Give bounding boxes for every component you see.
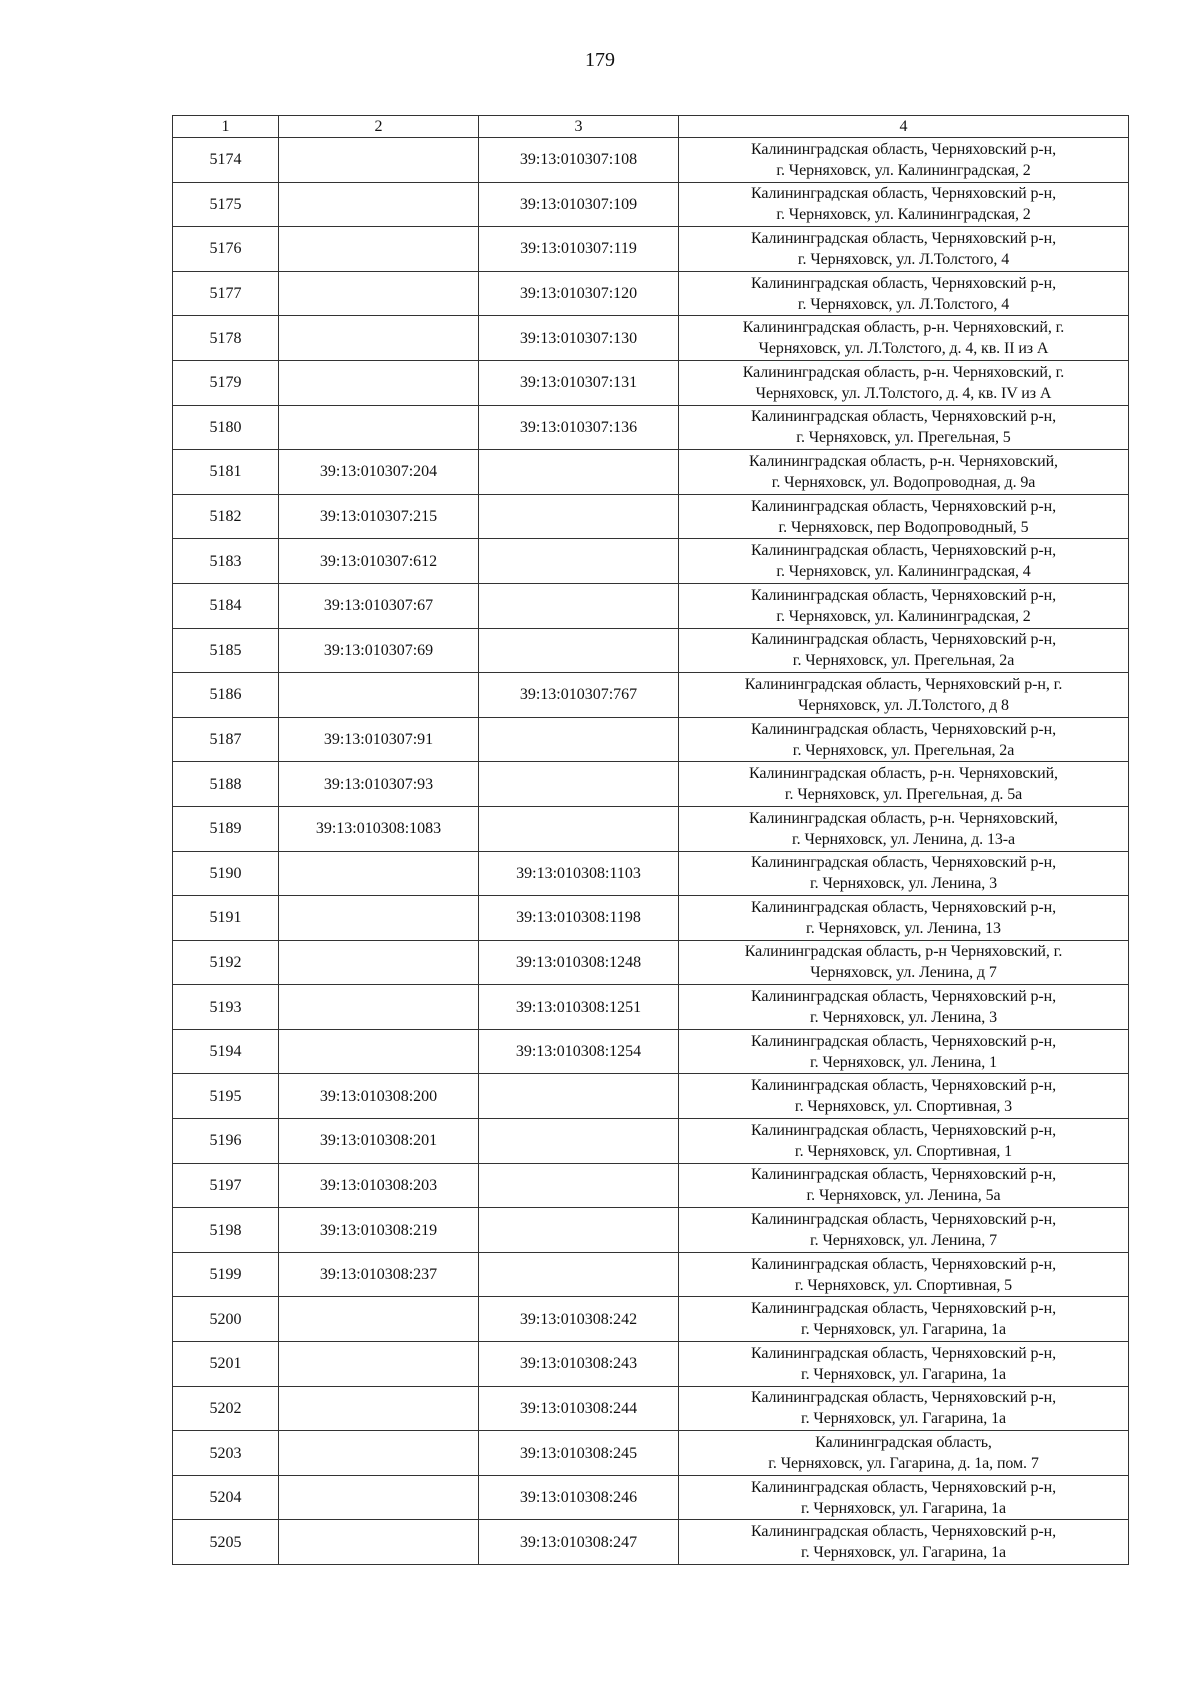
address-line-2: г. Черняховск, ул. Прегельная, 2а: [792, 652, 1015, 670]
row-number-cell: 5195: [173, 1074, 279, 1119]
row-number-cell: 5178: [173, 316, 279, 361]
cadastral-number-cell-col2: [279, 182, 479, 227]
address-line-2: г. Черняховск, ул. Прегельная, д. 5а: [784, 786, 1023, 804]
row-number-cell: 5182: [173, 494, 279, 539]
address-line-1: Калининградская область, Черняховский р-н,: [750, 1344, 1057, 1362]
table-row: [173, 806, 1129, 851]
cadastral-number-cell-col3: [479, 717, 679, 762]
address-cell: [679, 450, 1129, 495]
cadastral-number-cell-col2: [279, 1342, 479, 1387]
address-line-1: Калининградская область, Черняховский р-н,: [750, 1478, 1057, 1496]
cadastral-number-cell-col3: 39:13:010307:136: [479, 405, 679, 450]
address-line-2: г. Черняховск, ул. Л.Толстого, 4: [797, 295, 1010, 313]
address-line-2: г. Черняховск, ул. Калининградская, 2: [776, 161, 1031, 179]
address-cell: [679, 271, 1129, 316]
cadastral-number-cell-col2: [279, 940, 479, 985]
cadastral-number-cell-col2: [279, 138, 479, 183]
cadastral-number-cell-col3: [479, 806, 679, 851]
row-number-cell: 5177: [173, 271, 279, 316]
address-cell: [679, 1252, 1129, 1297]
table-row: [173, 1431, 1129, 1476]
table-row: [173, 940, 1129, 985]
cadastral-number-cell-col3: 39:13:010308:243: [479, 1342, 679, 1387]
cadastral-number-cell-col3: [479, 1208, 679, 1253]
address-line-2: г. Черняховск, ул. Водопроводная, д. 9а: [771, 473, 1036, 491]
address-cell: [679, 583, 1129, 628]
row-number-cell: 5189: [173, 806, 279, 851]
table-row: [173, 985, 1129, 1030]
cadastral-number-cell-col3: [479, 1074, 679, 1119]
address-cell: [679, 1297, 1129, 1342]
header-cell-1: 1: [173, 116, 279, 138]
row-number-cell: 5194: [173, 1029, 279, 1074]
row-number-cell: 5200: [173, 1297, 279, 1342]
address-cell: [679, 1119, 1129, 1164]
address-line-1: Калининградская область, р-н. Черняховский, г.: [742, 363, 1065, 381]
row-number-cell: 5198: [173, 1208, 279, 1253]
address-cell: [679, 227, 1129, 272]
table-row: [173, 182, 1129, 227]
address-cell: [679, 1386, 1129, 1431]
address-cell: [679, 1029, 1129, 1074]
row-number-cell: 5187: [173, 717, 279, 762]
row-number-cell: 5192: [173, 940, 279, 985]
address-line-1: Калининградская область, Черняховский р-н,: [750, 229, 1057, 247]
address-line-2: г. Черняховск, ул. Ленина, 1: [809, 1053, 998, 1071]
row-number-cell: 5202: [173, 1386, 279, 1431]
table-row: [173, 1297, 1129, 1342]
address-line-2: Черняховск, ул. Л.Толстого, д 8: [798, 696, 1009, 714]
address-line-1: Калининградская область, Черняховский р-н,: [750, 542, 1057, 560]
table-row: [173, 227, 1129, 272]
table-row: [173, 851, 1129, 896]
cadastral-number-cell-col2: 39:13:010308:1083: [279, 806, 479, 851]
row-number-cell: 5188: [173, 762, 279, 807]
row-number-cell: 5191: [173, 896, 279, 941]
page-number: 179: [585, 49, 615, 71]
cadastral-number-cell-col2: [279, 851, 479, 896]
address-line-2: г. Черняховск, ул. Ленина, 7: [809, 1232, 998, 1250]
row-number-cell: 5205: [173, 1520, 279, 1565]
address-cell: [679, 1074, 1129, 1119]
cadastral-number-cell-col2: [279, 1297, 479, 1342]
cadastral-number-cell-col2: 39:13:010308:200: [279, 1074, 479, 1119]
row-number-cell: 5204: [173, 1475, 279, 1520]
cadastral-number-cell-col2: [279, 1386, 479, 1431]
row-number-cell: 5199: [173, 1252, 279, 1297]
cadastral-number-cell-col3: [479, 762, 679, 807]
address-line-1: Калининградская область, Черняховский р-н,: [750, 1255, 1057, 1273]
table-row: [173, 1029, 1129, 1074]
address-line-2: г. Черняховск, ул. Л.Толстого, 4: [797, 250, 1010, 268]
address-line-1: Калининградская область, р-н. Черняховский, г.: [742, 319, 1065, 337]
address-line-1: Калининградская область, р-н. Черняховский,: [749, 452, 1058, 470]
address-line-1: Калининградская область, Черняховский р-н,: [750, 1300, 1057, 1318]
table-row: [173, 138, 1129, 183]
address-cell: [679, 494, 1129, 539]
table-row: [173, 1475, 1129, 1520]
address-line-1: Калининградская область, Черняховский р-н,: [750, 185, 1057, 203]
cadastral-number-cell-col2: 39:13:010307:612: [279, 539, 479, 584]
table-row: [173, 316, 1129, 361]
cadastral-number-cell-col3: 39:13:010307:130: [479, 316, 679, 361]
address-line-2: г. Черняховск, ул. Ленина, 3: [809, 1009, 998, 1027]
address-line-1: Калининградская область, Черняховский р-н, г.: [744, 675, 1063, 693]
cadastral-number-cell-col3: 39:13:010307:767: [479, 673, 679, 718]
address-cell: [679, 405, 1129, 450]
table-row: [173, 1163, 1129, 1208]
cadastral-number-cell-col2: [279, 1475, 479, 1520]
table-row: [173, 494, 1129, 539]
cadastral-number-cell-col2: 39:13:010308:201: [279, 1119, 479, 1164]
address-cell: [679, 1163, 1129, 1208]
address-line-2: г. Черняховск, ул. Гагарина, 1а: [800, 1321, 1007, 1339]
table-row: [173, 762, 1129, 807]
cadastral-number-cell-col3: 39:13:010308:245: [479, 1431, 679, 1476]
cadastral-number-cell-col2: 39:13:010308:219: [279, 1208, 479, 1253]
row-number-cell: 5201: [173, 1342, 279, 1387]
address-cell: [679, 360, 1129, 405]
registry-table: [172, 115, 1129, 1565]
address-line-2: г. Черняховск, ул. Гагарина, 1а: [800, 1410, 1007, 1428]
address-line-1: Калининградская область, Черняховский р-н,: [750, 140, 1057, 158]
table-row: [173, 1074, 1129, 1119]
address-cell: [679, 940, 1129, 985]
cadastral-number-cell-col3: [479, 450, 679, 495]
table-row: [173, 405, 1129, 450]
address-line-1: Калининградская область, Черняховский р-н,: [750, 408, 1057, 426]
address-line-1: Калининградская область, Черняховский р-н,: [750, 586, 1057, 604]
table-row: [173, 1520, 1129, 1565]
table-row: [173, 539, 1129, 584]
address-line-1: Калининградская область, Черняховский р-н,: [750, 854, 1057, 872]
cadastral-number-cell-col3: [479, 1119, 679, 1164]
row-number-cell: 5183: [173, 539, 279, 584]
address-line-2: г. Черняховск, ул. Калининградская, 4: [776, 563, 1031, 581]
table-row: [173, 673, 1129, 718]
address-cell: [679, 1431, 1129, 1476]
address-cell: [679, 316, 1129, 361]
table-row: [173, 1252, 1129, 1297]
table-row: [173, 628, 1129, 673]
table-row: [173, 1208, 1129, 1253]
address-cell: [679, 1342, 1129, 1387]
address-cell: [679, 806, 1129, 851]
cadastral-number-cell-col2: 39:13:010308:237: [279, 1252, 479, 1297]
cadastral-number-cell-col3: [479, 539, 679, 584]
cadastral-number-cell-col3: 39:13:010307:131: [479, 360, 679, 405]
address-line-1: Калининградская область, р-н. Черняховский,: [749, 809, 1058, 827]
cadastral-number-cell-col3: 39:13:010308:1103: [479, 851, 679, 896]
cadastral-number-cell-col3: 39:13:010308:244: [479, 1386, 679, 1431]
address-line-2: Черняховск, ул. Л.Толстого, д. 4, кв. II из А: [758, 340, 1049, 358]
address-cell: [679, 539, 1129, 584]
cadastral-number-cell-col3: 39:13:010307:109: [479, 182, 679, 227]
address-cell: [679, 673, 1129, 718]
cadastral-number-cell-col3: 39:13:010308:246: [479, 1475, 679, 1520]
cadastral-number-cell-col2: [279, 985, 479, 1030]
address-line-2: г. Черняховск, ул. Ленина, 13: [806, 919, 1001, 937]
address-line-2: Черняховск, ул. Л.Толстого, д. 4, кв. IV из А: [755, 384, 1052, 402]
row-number-cell: 5180: [173, 405, 279, 450]
cadastral-number-cell-col3: 39:13:010307:108: [479, 138, 679, 183]
table-row: [173, 271, 1129, 316]
table-row: [173, 360, 1129, 405]
address-line-1: Калининградская область,: [815, 1434, 992, 1452]
address-line-1: Калининградская область, Черняховский р-н,: [750, 1166, 1057, 1184]
cadastral-number-cell-col3: [479, 1163, 679, 1208]
address-line-2: г. Черняховск, ул. Прегельная, 5: [796, 429, 1011, 447]
table-row: [173, 583, 1129, 628]
cadastral-number-cell-col2: 39:13:010307:67: [279, 583, 479, 628]
cadastral-number-cell-col3: [479, 1252, 679, 1297]
table-row: [173, 896, 1129, 941]
address-cell: [679, 628, 1129, 673]
table-row: [173, 717, 1129, 762]
row-number-cell: 5197: [173, 1163, 279, 1208]
row-number-cell: 5193: [173, 985, 279, 1030]
row-number-cell: 5181: [173, 450, 279, 495]
cadastral-number-cell-col2: [279, 896, 479, 941]
cadastral-number-cell-col3: 39:13:010308:247: [479, 1520, 679, 1565]
address-line-2: г. Черняховск, ул. Спортивная, 5: [794, 1276, 1013, 1294]
row-number-cell: 5196: [173, 1119, 279, 1164]
address-line-2: г. Черняховск, ул. Гагарина, д. 1а, пом. 7: [768, 1455, 1039, 1473]
cadastral-number-cell-col2: 39:13:010307:204: [279, 450, 479, 495]
address-line-1: Калининградская область, Черняховский р-н,: [750, 1523, 1057, 1541]
address-line-2: г. Черняховск, ул. Ленина, 5а: [806, 1187, 1001, 1205]
address-cell: [679, 851, 1129, 896]
address-line-1: Калининградская область, Черняховский р-н,: [750, 1121, 1057, 1139]
table-row: [173, 1386, 1129, 1431]
table-header-row: [173, 116, 1129, 138]
table-row: [173, 450, 1129, 495]
address-cell: [679, 182, 1129, 227]
cadastral-number-cell-col3: 39:13:010308:1251: [479, 985, 679, 1030]
address-line-2: г. Черняховск, ул. Гагарина, 1а: [800, 1544, 1007, 1562]
address-line-1: Калининградская область, Черняховский р-н,: [750, 1389, 1057, 1407]
address-line-2: г. Черняховск, ул. Прегельная, 2а: [792, 741, 1015, 759]
address-line-2: г. Черняховск, ул. Гагарина, 1а: [800, 1365, 1007, 1383]
address-line-2: г. Черняховск, ул. Спортивная, 1: [794, 1142, 1013, 1160]
address-line-1: Калининградская область, Черняховский р-н,: [750, 898, 1057, 916]
row-number-cell: 5175: [173, 182, 279, 227]
address-line-1: Калининградская область, р-н Черняховский, г.: [744, 943, 1063, 961]
header-cell-4: 4: [679, 116, 1129, 138]
address-cell: [679, 896, 1129, 941]
address-line-2: г. Черняховск, ул. Ленина, 3: [809, 875, 998, 893]
row-number-cell: 5203: [173, 1431, 279, 1476]
cadastral-number-cell-col2: [279, 1029, 479, 1074]
address-cell: [679, 1475, 1129, 1520]
address-line-2: г. Черняховск, ул. Ленина, д. 13-а: [792, 830, 1015, 848]
row-number-cell: 5179: [173, 360, 279, 405]
row-number-cell: 5176: [173, 227, 279, 272]
row-number-cell: 5184: [173, 583, 279, 628]
address-line-1: Калининградская область, Черняховский р-н,: [750, 1077, 1057, 1095]
address-line-2: г. Черняховск, ул. Калининградская, 2: [776, 607, 1031, 625]
cadastral-number-cell-col3: 39:13:010307:119: [479, 227, 679, 272]
cadastral-number-cell-col2: [279, 271, 479, 316]
address-line-2: г. Черняховск, ул. Спортивная, 3: [794, 1098, 1013, 1116]
address-cell: [679, 762, 1129, 807]
row-number-cell: 5174: [173, 138, 279, 183]
row-number-cell: 5186: [173, 673, 279, 718]
address-line-1: Калининградская область, Черняховский р-н,: [750, 1211, 1057, 1229]
cadastral-number-cell-col2: 39:13:010308:203: [279, 1163, 479, 1208]
address-cell: [679, 985, 1129, 1030]
cadastral-number-cell-col3: 39:13:010308:1254: [479, 1029, 679, 1074]
address-line-1: Калининградская область, Черняховский р-н,: [750, 720, 1057, 738]
header-cell-2: 2: [279, 116, 479, 138]
cadastral-number-cell-col2: [279, 1431, 479, 1476]
row-number-cell: 5190: [173, 851, 279, 896]
address-cell: [679, 1208, 1129, 1253]
cadastral-number-cell-col2: [279, 1520, 479, 1565]
header-cell-3: 3: [479, 116, 679, 138]
address-line-1: Калининградская область, Черняховский р-н,: [750, 988, 1057, 1006]
cadastral-number-cell-col3: [479, 494, 679, 539]
address-line-2: г. Черняховск, ул. Гагарина, 1а: [800, 1499, 1007, 1517]
table-row: [173, 1119, 1129, 1164]
address-cell: [679, 1520, 1129, 1565]
address-cell: [679, 138, 1129, 183]
address-line-1: Калининградская область, Черняховский р-н,: [750, 631, 1057, 649]
cadastral-number-cell-col3: 39:13:010307:120: [479, 271, 679, 316]
address-line-1: Калининградская область, Черняховский р-н,: [750, 1032, 1057, 1050]
table-body: [173, 116, 1129, 1565]
cadastral-number-cell-col2: [279, 316, 479, 361]
cadastral-number-cell-col3: 39:13:010308:1198: [479, 896, 679, 941]
cadastral-number-cell-col3: [479, 583, 679, 628]
cadastral-number-cell-col2: [279, 227, 479, 272]
address-line-1: Калининградская область, р-н. Черняховский,: [749, 765, 1058, 783]
row-number-cell: 5185: [173, 628, 279, 673]
cadastral-number-cell-col2: [279, 405, 479, 450]
cadastral-number-cell-col2: [279, 673, 479, 718]
address-line-2: г. Черняховск, ул. Калининградская, 2: [776, 206, 1031, 224]
table-row: [173, 1342, 1129, 1387]
cadastral-number-cell-col2: 39:13:010307:91: [279, 717, 479, 762]
cadastral-number-cell-col2: 39:13:010307:215: [279, 494, 479, 539]
cadastral-number-cell-col2: 39:13:010307:69: [279, 628, 479, 673]
address-line-1: Калининградская область, Черняховский р-н,: [750, 497, 1057, 515]
cadastral-number-cell-col3: 39:13:010308:242: [479, 1297, 679, 1342]
address-line-1: Калининградская область, Черняховский р-н,: [750, 274, 1057, 292]
cadastral-number-cell-col2: [279, 360, 479, 405]
address-line-2: Черняховск, ул. Ленина, д 7: [810, 964, 997, 982]
address-cell: [679, 717, 1129, 762]
cadastral-number-cell-col3: [479, 628, 679, 673]
cadastral-number-cell-col3: 39:13:010308:1248: [479, 940, 679, 985]
cadastral-number-cell-col2: 39:13:010307:93: [279, 762, 479, 807]
address-line-2: г. Черняховск, пер Водопроводный, 5: [778, 518, 1029, 536]
